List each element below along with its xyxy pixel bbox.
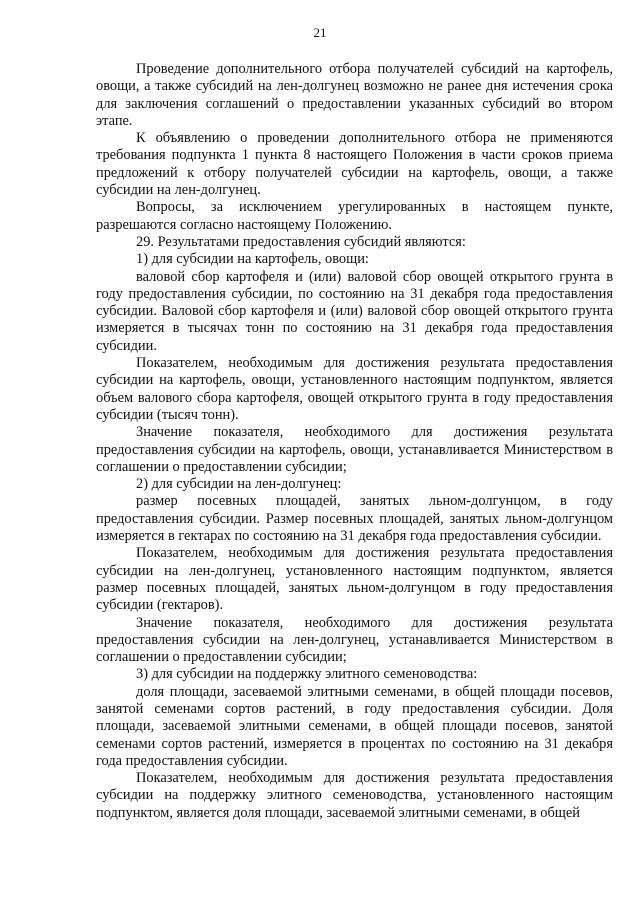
subsection-heading: 1) для субсидии на картофель, овощи:: [136, 251, 369, 268]
paragraph: Значение показателя, необходимого для достижения результата предоставления субсидии на картофель, овощи, устанавливается Министерством в соглашении о предоставлении субсидии;: [96, 424, 613, 475]
document-body: [96, 61, 613, 822]
paragraph: доля площади, засеваемой элитными семенами, в общей площади посевов, занятой семенами сортов растений, в году предоставления субсидии. Доля площади, засеваемой элитными семенами, в общей площади посевов, занятой семенами сортов растений, измеряется в процентах по состоянию на 31 декабря года предоставления субсидии.: [96, 683, 613, 769]
paragraph: Значение показателя, необходимого для достижения результата предоставления субсидии на лен-долгунец, устанавливается Министерством в соглашении о предоставлении субсидии;: [96, 614, 613, 666]
subsection-heading: 2) для субсидии на лен-долгунец:: [136, 476, 342, 493]
section-heading: 29. Результатами предоставления субсидий являются:: [136, 233, 466, 250]
paragraph: К объявлению о проведении дополнительного отбора не применяются требования подпункта 1 пункта 8 настоящего Положения в части сроков приема предложений к отбору получателей субсидии на картофель, овощи, а также субсидии на лен-долгунец.: [96, 130, 613, 199]
paragraph: Показателем, необходимым для достижения результата предоставления субсидии на поддержку элитного семеноводства, установленного настоящим подпунктом, является доля площади, засеваемой элитными семенами, в общей: [96, 770, 613, 821]
paragraph: Показателем, необходимым для достижения результата предоставления субсидии на картофель, овощи, установленного настоящим подпунктом, является объем валового сбора картофеля, овощей открытого грунта в году предоставления субсидии (тысяч тонн).: [96, 355, 613, 423]
paragraph: Показателем, необходимым для достижения результата предоставления субсидии на лен-долгунец, установленного настоящим подпунктом, является размер посевных площадей, занятых льном-долгунцом в году предоставления субсидии (гектаров).: [96, 545, 613, 614]
paragraph: Вопросы, за исключением урегулированных в настоящем пункте, разрешаются согласно настоящему Положению.: [96, 199, 613, 233]
paragraph: Проведение дополнительного отбора получателей субсидий на картофель, овощи, а также субсидий на лен-долгунец возможно не ранее дня истечения срока для заключения соглашений о предоставлении указанных субсидий во втором этапе.: [96, 61, 613, 129]
paragraph: размер посевных площадей, занятых льном-долгунцом, в году предоставления субсидии. Размер посевных площадей, занятых льном-долгунцом измеряется в гектарах по состоянию на 31 декабря года предоставления субсидии.: [96, 493, 613, 545]
page-number: 21: [313, 25, 327, 40]
subsection-heading: 3) для субсидии на поддержку элитного семеноводства:: [136, 666, 478, 683]
paragraph: валовой сбор картофеля и (или) валовой сбор овощей открытого грунта в году предоставления субсидии, по состоянию на 31 декабря года предоставления субсидии. Валовой сбор картофеля и (или) валовой сбор овощей открытого грунта измеряется в тысячах тонн по состоянию на 31 декабря года предоставления субсидии.: [96, 268, 613, 354]
